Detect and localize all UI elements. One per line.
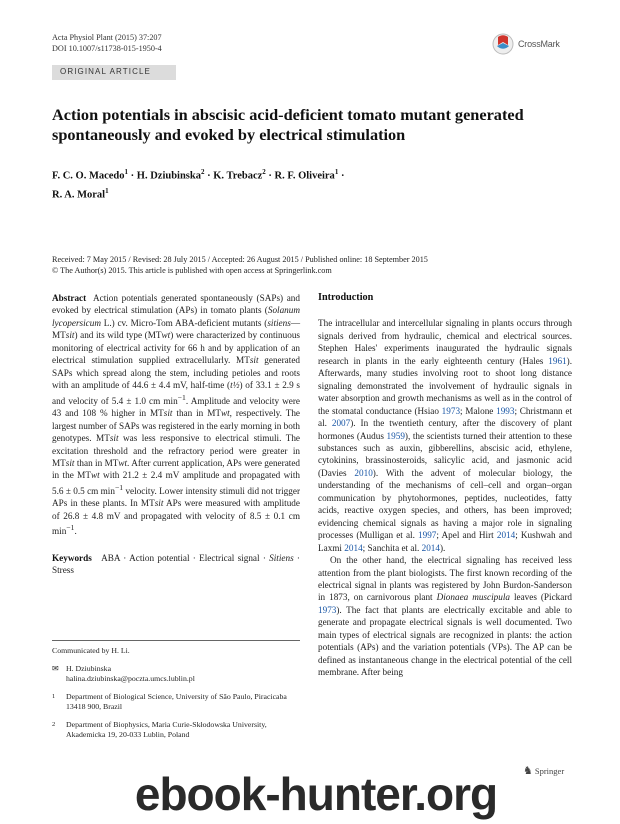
corresponding-author [52,664,300,685]
intro-text: leaves (Pickard [509,592,572,603]
intro-text: ; Kushwah and Laxmi [318,530,572,553]
genotype-suffix: wt [220,408,230,419]
intro-paragraph-2 [318,554,572,679]
affiliation-number: 1 [52,692,56,700]
reference-link[interactable]: 1961 [548,355,567,366]
abstract-label: Abstract [52,293,87,303]
footnotes [52,646,300,748]
journal-citation [52,32,162,54]
species-name: Dionaea muscipula [436,592,510,603]
right-column [318,292,572,679]
affiliation-text: Department of Biological Science, University of São Paulo, Piracicaba 13418 900, Brazil [66,691,287,711]
half-time-symbol: t½ [230,380,240,391]
affiliation-marker: 1 [124,168,129,176]
intro-text: ), the scientists turned their attention to these substances such as auxin, gibberellins, abscisic acid, ethylene, cytokinins, brassinosteroids, salicylic acid, and jasmonic acid (Davies [318,430,572,478]
corresponding-name: H. Dziubinska [66,663,112,673]
reference-link[interactable]: 1973 [318,604,337,615]
reference-link[interactable]: 2007 [331,418,351,429]
journal-name: Acta Physiol Plant (2015) 37:207 [52,33,162,42]
springer-horse-icon: ♞ [523,765,533,777]
abstract-text: ) were characterized by continuous monitoring of electrical activity for 66 h and by application of an electrical stimulation supplied extracellularly. MT [52,330,301,366]
author-name[interactable]: K. Trebacz [213,170,263,182]
genotype-suffix: wt [161,330,171,341]
left-column [52,292,300,577]
article-history [52,254,592,276]
author-separator: · [265,170,275,182]
intro-text: ). [439,542,446,553]
envelope-icon: ✉ [52,663,59,673]
intro-paragraph-1 [318,317,572,554]
author-separator: · [338,170,345,182]
corresponding-email[interactable]: halina.dziubinska@poczta.umcs.lublin.pl [66,674,195,683]
genotype-suffix: wt [118,457,128,468]
species-name: Solanum lycopersicum [52,305,300,328]
abstract-text: than in MT [74,457,119,468]
intro-text: ; Christmann et al. [318,405,572,429]
intro-text: ; Apel and Hirt [436,530,497,541]
communicated-note [52,646,300,657]
reference-link[interactable]: 2014 [496,530,516,541]
author-list [52,165,572,202]
genotype-suffix: sit [109,433,119,444]
reference-link[interactable]: 2010 [354,467,373,478]
intro-text: ; Sanchita et al. [362,542,422,553]
affiliation-marker: 2 [262,168,266,176]
abstract-text: with 21.2 ± 2.4 mV amplitude and propagated with 5.6 ± 0.5 cm min [52,470,300,496]
author-separator: · [204,170,214,182]
crossmark-label: CrossMark [518,39,560,49]
reference-link[interactable]: 2014 [344,542,363,553]
reference-link[interactable]: 2014 [421,542,440,553]
footnote-divider [52,640,300,641]
affiliation-marker: 1 [105,186,109,195]
affiliation-1 [52,692,300,713]
abstract-text: . After current application, APs were generated in the MT [52,457,300,481]
genotype-suffix: sit [249,355,259,366]
affiliation-marker: 1 [334,168,339,176]
keywords [52,552,300,577]
abstract-text: —MT [52,317,300,341]
section-label: ORIGINAL ARTICLE [60,67,151,76]
reference-link[interactable]: 1993 [496,405,515,416]
abstract-text: Action potentials generated spontaneously (SAPs) and evoked by electrical stimulation (APs) in tomato plants ( [52,293,300,316]
keywords-text: ABA · Action potential · Electrical signal · [101,552,270,563]
author-name[interactable]: R. A. Moral [52,189,106,200]
intro-text: ). Afterwards, many studies involving root to shoot long distance signaling demonstrated the involvement of hydraulic signals in water absorption and growth mechanisms as well as in the control of the stomatal conductance (Hsiao [318,355,572,416]
affiliation-2 [52,720,300,741]
abstract-text: . [74,526,77,537]
mutant-name: sitiens [267,317,291,328]
doi[interactable]: DOI 10.1007/s11738-015-1950-4 [52,44,162,53]
keywords-label: Keywords [52,552,92,563]
abstract-text: , respectively. The largest number of SAPs was registered in the early morning in both genotypes. MT [52,408,301,444]
intro-text: The intracellular and intercellular signaling in plants occurs through signals derived from hydraulic, chemical and electrical sources. Stephen Hales' experiments inaugurated the hydraulic signals research in plants in the early eighteenth century (Hales [318,318,572,366]
abstract-text: APs were measured with amplitude of 26.8 ± 4.8 mV and propagated with velocity of 8.5 ± 0.1 cm min [52,498,300,537]
genotype-suffix: sit [65,330,75,341]
intro-text: ). With the advent of molecular biology, the understanding of the mechanisms of cell–cell and organ–organ communication by phytohormones, peptides, nucleotides, fatty acids, reactive oxygen species, and others, has been improved; evidencing chemical signals as having a major role in signaling processes (Mulligan et al. [318,467,572,541]
genotype-suffix: sit [163,408,173,419]
article-title: Action potentials in abscisic acid-deficient tomato mutant generated spontaneously and evoked by electrical stimulation [52,105,524,144]
author-name[interactable]: F. C. O. Macedo [52,170,125,182]
intro-text: ; Malone [460,405,497,416]
abstract-text: . Amplitude and velocity were 43 and 108 % higher in MT [52,395,300,419]
keyword-italic: Sitiens [269,552,294,563]
author-name[interactable]: R. F. Oliveira [274,170,335,182]
abstract [52,292,300,538]
genotype-suffix: wt [90,470,100,481]
intro-text: On the other hand, the electrical signaling has received less attention from the plant biologists. The first known recording of the electrical signal in plants was registered by John Burdon-Sanderson in 1873, on carnivorous plant [318,555,572,603]
affiliation-text: Department of Biophysics, Maria Curie-Skłodowska University, Akademicka 19, 20-033 Lublin, Poland [66,719,267,739]
exponent: −1 [177,392,186,402]
exponent: −1 [66,523,75,533]
publisher-name: Springer [534,765,565,776]
crossmark-icon [492,33,514,55]
abstract-text: ) of 33.1 ± 2.9 s and velocity of 5.4 ± 1.0 cm min [52,380,300,406]
section-banner [52,65,176,80]
intro-text: ). In the twentieth century, after the discovery of plant hormones (Audus [318,418,572,441]
genotype-suffix: sit [154,498,164,509]
affiliation-marker: 2 [201,168,205,176]
abstract-text: ) and its wild type (MT [74,330,162,341]
author-separator: · [128,170,137,182]
communicated-text: Communicated by H. Li. [52,646,130,655]
exponent: −1 [114,482,124,492]
reference-link[interactable]: 1973 [441,405,461,416]
abstract-text: generated SAPs which spread along the stem, including petioles and roots with an amplitude of 44.6 ± 4.4 mV, half-time ( [52,355,300,391]
reference-link[interactable]: 1997 [418,530,437,541]
abstract-text: was less responsive to electrical stimuli. The excitation threshold and the refractory period were greater in MT [52,433,301,468]
reference-link[interactable]: 1959 [386,430,405,441]
copyright-line: © The Author(s) 2015. This article is published with open access at Springerlink.com [52,266,332,275]
affiliation-number: 2 [52,720,56,728]
abstract-text: than in MT [172,408,221,419]
keywords-text: · Stress [52,552,300,576]
crossmark-badge[interactable] [492,33,572,55]
abstract-text: velocity. Lower intensity stimuli did not trigger APs in these plants. In MT [52,485,300,509]
abstract-text: L.) cv. Micro-Tom ABA-deficient mutants ( [100,317,268,328]
history-dates: Received: 7 May 2015 / Revised: 28 July 2015 / Accepted: 26 August 2015 / Published online: 18 September 2015 [52,255,428,264]
intro-heading: Introduction [318,292,374,303]
watermark: ebook-hunter.org [134,768,498,820]
intro-text: ). The fact that plants are electrically excitable and able to generate and propagate electrical signals is well documented. Two main types of electrical signals are recognized in plants: the action potentials (APs) and the variation potentials (VPs). The AP can be defined as instantaneous change in the electrical potential of the cell membrane. After being [318,604,572,678]
author-name[interactable]: H. Dziubinska [136,170,201,182]
genotype-suffix: sit [65,457,75,468]
